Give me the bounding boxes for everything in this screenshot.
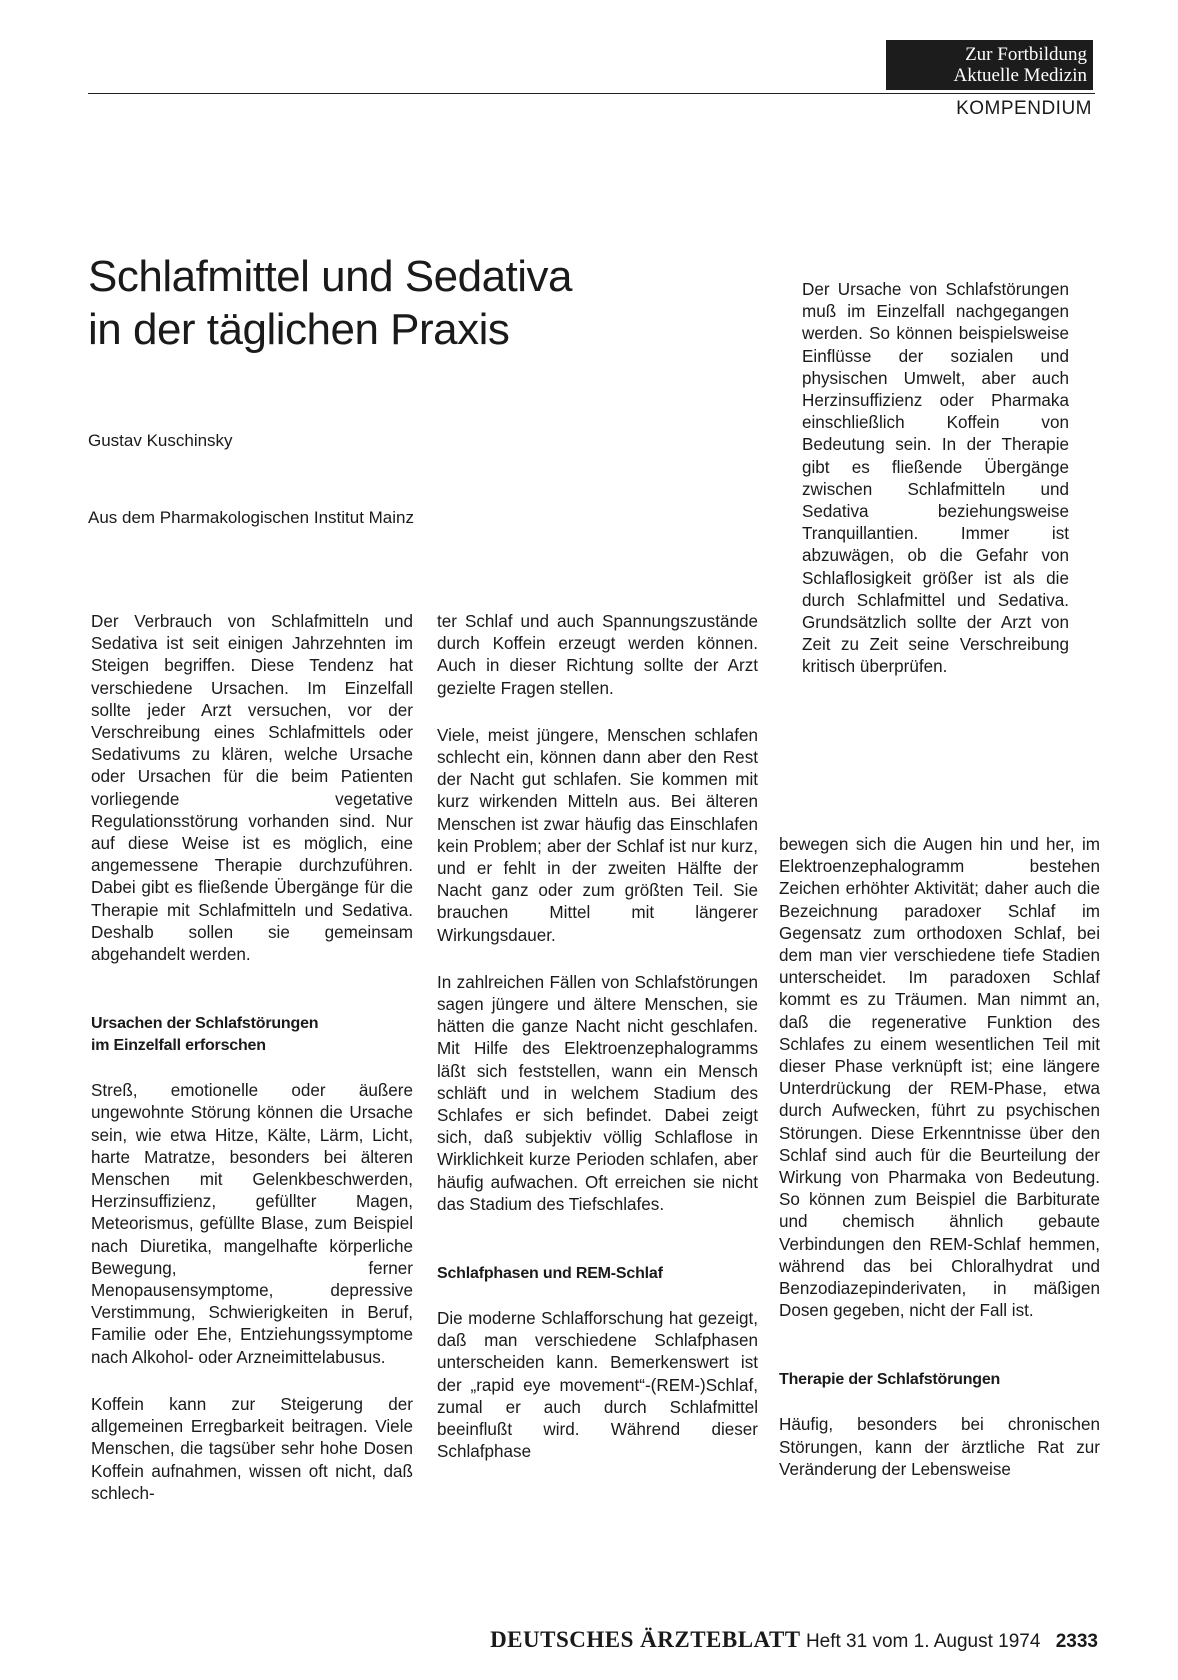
heading-line-1: Ursachen der Schlafstörungen: [91, 1015, 319, 1033]
section-label: KOMPENDIUM: [956, 98, 1092, 119]
page-footer: [468, 1627, 1098, 1653]
paragraph: ter Schlaf und auch Spannungszustände durch Koffein erzeugt werden können. Auch in dieser Richtung sollte der Arzt gezielte Fragen stellen.: [437, 612, 758, 698]
author: Gustav Kuschinsky: [88, 431, 233, 450]
paragraph: Der Verbrauch von Schlafmitteln und Sedativa ist seit einigen Jahrzehnten im Steigen begriffen. Diese Tendenz hat verschiedene Ursachen. Im Einzelfall sollte jeder Arzt versuchen, vor der Verschreibung eines Schlafmittels oder Sedativums zu klären, welche Ursache oder Ursachen für die beim Patienten vorliegende vegetative Regulationsstörung vorhanden sind. Nur auf diese Weise ist es möglich, eine angemessene Therapie durchzuführen. Dabei gibt es fließende Übergänge für die Therapie mit Schlafmitteln und Sedativa. Deshalb sollen sie gemeinsam abgehandelt werden.: [91, 612, 413, 965]
section-heading: Therapie der Schlafstörungen: [779, 1371, 1001, 1389]
summary-paragraph: Der Ursache von Schlafstörungen muß im Einzelfall nachgegangen werden. So können beispielsweise Einflüsse der sozialen und physischen Umwelt, aber auch Herzinsuffizienz oder Pharmaka einschließlich Koffein von Bedeutung sein. In der Therapie gibt es fließende Übergänge zwischen Schlafmitteln und Sedativa beziehungsweise Tranquillantien. Immer ist abzuwägen, ob die Gefahr von Schlaflosigkeit größer ist als die durch Schlafmittel und Sedativa. Grundsätzlich sollte der Arzt von Zeit zu Zeit seine Verschreibung kritisch überprüfen.: [802, 280, 1069, 677]
paragraph: Koffein kann zur Steigerung der allgemeinen Erregbarkeit beitragen. Viele Menschen, die tagsüber sehr hohe Dosen Koffein aufnahmen, wissen oft nicht, daß schlech-: [91, 1394, 413, 1503]
title-line-1: Schlafmittel und Sedativa: [88, 252, 573, 301]
column-3: [779, 834, 1100, 1481]
article-title: [88, 250, 708, 356]
issue-info: Heft 31 vom 1. August 1974: [805, 1631, 1041, 1652]
heading-line-2: im Einzelfall erforschen: [91, 1037, 266, 1055]
summary-box: [802, 279, 1069, 679]
header-rule: [88, 93, 1095, 94]
column-2: [437, 611, 758, 1464]
paragraph: Häufig, besonders bei chronischen Störungen, kann der ärztliche Rat zur Veränderung der Lebensweise: [779, 1415, 1100, 1479]
page-number: 2333: [1055, 1631, 1098, 1652]
paragraph: Viele, meist jüngere, Menschen schlafen schlecht ein, können dann aber den Rest der Nacht gut schlafen. Sie kommen mit kurz wirkenden Mitteln aus. Bei älteren Menschen ist zwar häufig das Einschlafen kein Problem; aber der Schlaf ist nur kurz, und er fehlt in der zweiten Hälfte der Nacht ganz oder zum größten Teil. Sie brauchen Mittel mit längerer Wirkungsdauer.: [437, 725, 758, 945]
column-1: [91, 611, 413, 1505]
journal-name: DEUTSCHES ÄRZTEBLATT: [490, 1627, 801, 1652]
paragraph: bewegen sich die Augen hin und her, im Elektroenzephalogramm bestehen Zeichen erhöhter Aktivität; daher auch die Bezeichnung paradoxer Schlaf im Gegensatz zum orthodoxen Schlaf, bei dem man vier verschiedene tiefe Stadien unterscheidet. Im paradoxen Schlaf kommt es zu Träumen. Man nimmt an, daß die regenerative Funktion des Schlafes zu einem wesentlichen Teil mit dieser Phase verknüpft ist; eine längere Unterdrückung der REM-Phase, etwa durch Aufwecken, führt zu psychischen Störungen. Diese Erkenntnisse über den Schlaf sind auch für die Beurteilung der Wirkung von Pharmaka von Bedeutung. So können zum Beispiel die Barbiturate und chemisch ähnlich gebaute Verbindungen den REM-Schlaf hemmen, während das bei Chloralhydrat und Benzodiazepinderivaten, in mäßigen Dosen gegeben, nicht der Fall ist.: [779, 835, 1100, 1321]
paragraph: Streß, emotionelle oder äußere ungewohnte Störung können die Ursache sein, wie etwa Hitze, Kälte, Lärm, Licht, harte Matratze, besonders bei älteren Menschen mit Gelenkbeschwerden, Herzinsuffizienz, gefüllter Magen, Meteorismus, gefüllte Blase, zum Beispiel nach Diuretika, mangelhafte körperliche Bewegung, ferner Menopausensymptome, depressive Verstimmung, Schwierigkeiten in Beruf, Familie oder Ehe, Entziehungssymptome nach Alkohol- oder Arzneimittelabusus.: [91, 1081, 413, 1367]
section-heading: Schlafphasen und REM-Schlaf: [437, 1265, 663, 1283]
category-badge: [886, 40, 1093, 90]
badge-line-1: Zur Fortbildung: [965, 44, 1087, 65]
paragraph: Die moderne Schlafforschung hat gezeigt, daß man verschiedene Schlafphasen unterscheiden kann. Bemerkenswert ist der „rapid eye movement“-(REM-)Schlaf, zumal er auch durch Schlafmittel beeinflußt wird. Während dieser Schlafphase: [437, 1309, 758, 1462]
title-line-2: in der täglichen Praxis: [88, 305, 510, 354]
affiliation: Aus dem Pharmakologischen Institut Mainz: [88, 508, 414, 527]
badge-line-2: Aktuelle Medizin: [953, 65, 1087, 86]
section-heading: [91, 1013, 413, 1057]
paragraph: In zahlreichen Fällen von Schlafstörungen sagen jüngere und ältere Menschen, sie hätten die ganze Nacht nicht geschlafen. Mit Hilfe des Elektroenzephalogramms läßt sich feststellen, wann ein Mensch schläft und in welchem Stadium des Schlafes er sich befindet. Dabei zeigt sich, daß subjektiv völlig Schlaflose in Wirklichkeit kurze Perioden schlafen, aber häufig aufwachen. Oft erreichen sie nicht das Stadium des Tiefschlafes.: [437, 972, 758, 1214]
